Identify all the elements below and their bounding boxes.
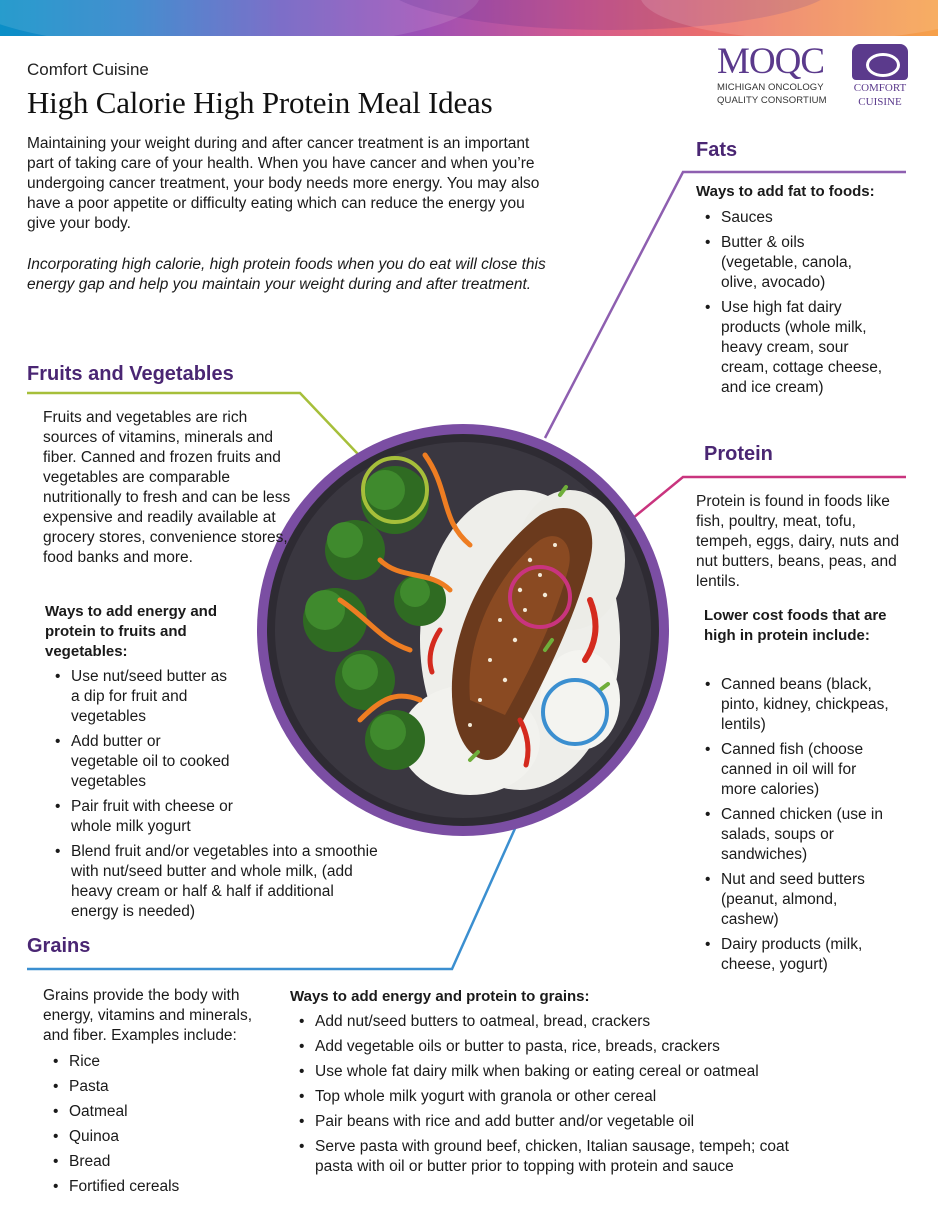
list-item: • Add vegetable oils or butter to pasta, rice, breads, crackers [299,1037,859,1057]
grains-heading: Grains [27,935,91,957]
fats-ways-heading: Ways to add fat to foods: [696,183,875,200]
list-item: • Blend fruit and/or vegetables into a smoothie with nut/seed butter and whole milk, (add heavy cream or half & half if additional energy is needed) [55,842,385,922]
comfort-cuisine-badge-icon [852,44,908,80]
fruits-vegetables-ways-heading: Ways to add energy and protein to fruits and vegetables: [45,603,217,660]
protein-ways-heading: Lower cost foods that are high in protein include: [704,607,887,644]
protein-list [705,675,905,980]
moqc-wordmark: MOQC [717,41,825,82]
list-item: • Use high fat dairy products (whole milk, heavy cream, sour cream, cottage cheese, and ice cream) [705,298,890,398]
list-item: • Add nut/seed butters to oatmeal, bread, crackers [299,1012,859,1032]
moqc-logo [717,41,835,106]
document-subtitle: Comfort Cuisine [27,60,149,79]
list-item: • Use nut/seed butter as a dip for fruit and vegetables [55,667,230,727]
list-item: • Canned chicken (use in salads, soups or sandwiches) [705,805,885,865]
list-item: • Rice [53,1052,179,1072]
page-title: High Calorie High Protein Meal Ideas [27,85,493,120]
list-item: • Add butter or vegetable oil to cooked vegetables [55,732,230,792]
comfort-cuisine-logo-line1: COMFORT [853,82,907,94]
moqc-subtitle-line1: MICHIGAN ONCOLOGY [717,82,824,93]
list-item: • Serve pasta with ground beef, chicken, Italian sausage, tempeh; coat pasta with oil or butter prior to topping with protein and sauce [299,1137,819,1177]
list-item: • Quinoa [53,1127,179,1147]
list-item: • Fortified cereals [53,1177,179,1197]
list-item: • Pasta [53,1077,179,1097]
grains-ways-list [299,1012,859,1182]
intro-paragraph: Maintaining your weight during and after cancer treatment is an important part of taking care of your health. When you have cancer and when you’re undergoing cancer treatment, your body needs more energy. You may also have a poor appetite or difficulty eating which can reduce the energy you give your body. [27,135,540,232]
protein-description: Protein is found in foods like fish, poultry, meat, tofu, tempeh, eggs, dairy, nuts and nut butters, beans, peas, and lentils. [696,493,900,590]
list-item: • Sauces [705,208,900,228]
list-item: • Bread [53,1152,179,1172]
list-item: • Use whole fat dairy milk when baking or eating cereal or oatmeal [299,1062,859,1082]
list-item: • Butter & oils (vegetable, canola, olive, avocado) [705,233,865,293]
fruits-vegetables-heading: Fruits and Vegetables [27,363,234,385]
comfort-cuisine-logo-line2: CUISINE [858,96,902,108]
fats-heading: Fats [696,139,738,161]
list-item: • Top whole milk yogurt with granola or other cereal [299,1087,859,1107]
list-item: • Oatmeal [53,1102,179,1122]
list-item: • Dairy products (milk, cheese, yogurt) [705,935,885,975]
list-item: • Canned beans (black, pinto, kidney, chickpeas, lentils) [705,675,890,735]
list-item: • Pair fruit with cheese or whole milk yogurt [55,797,260,837]
list-item: • Nut and seed butters (peanut, almond, cashew) [705,870,890,930]
fruits-vegetables-description: Fruits and vegetables are rich sources of vitamins, minerals and fiber. Canned and frozen fruits and vegetables are comparable nutritionally to fresh and can be less expensive and readily available at grocery stores, convenience stores, food banks and more. [43,409,291,566]
intro-italic-paragraph: Incorporating high calorie, high protein foods when you do eat will close this energy gap and help you maintain your weight during and after treatment. [27,256,546,293]
list-item: • Pair beans with rice and add butter and/or vegetable oil [299,1112,859,1132]
moqc-subtitle-line2: QUALITY CONSORTIUM [717,95,827,106]
grains-examples-list [53,1052,179,1202]
fruits-vegetables-list [55,667,385,927]
fats-list [705,208,900,403]
list-item: • Canned fish (choose canned in oil will for more calories) [705,740,885,800]
grains-description: Grains provide the body with energy, vitamins and minerals, and fiber. Examples include: [43,987,253,1044]
grains-ways-heading: Ways to add energy and protein to grains: [290,988,590,1005]
protein-heading: Protein [704,443,773,465]
comfort-cuisine-logo [849,44,911,108]
